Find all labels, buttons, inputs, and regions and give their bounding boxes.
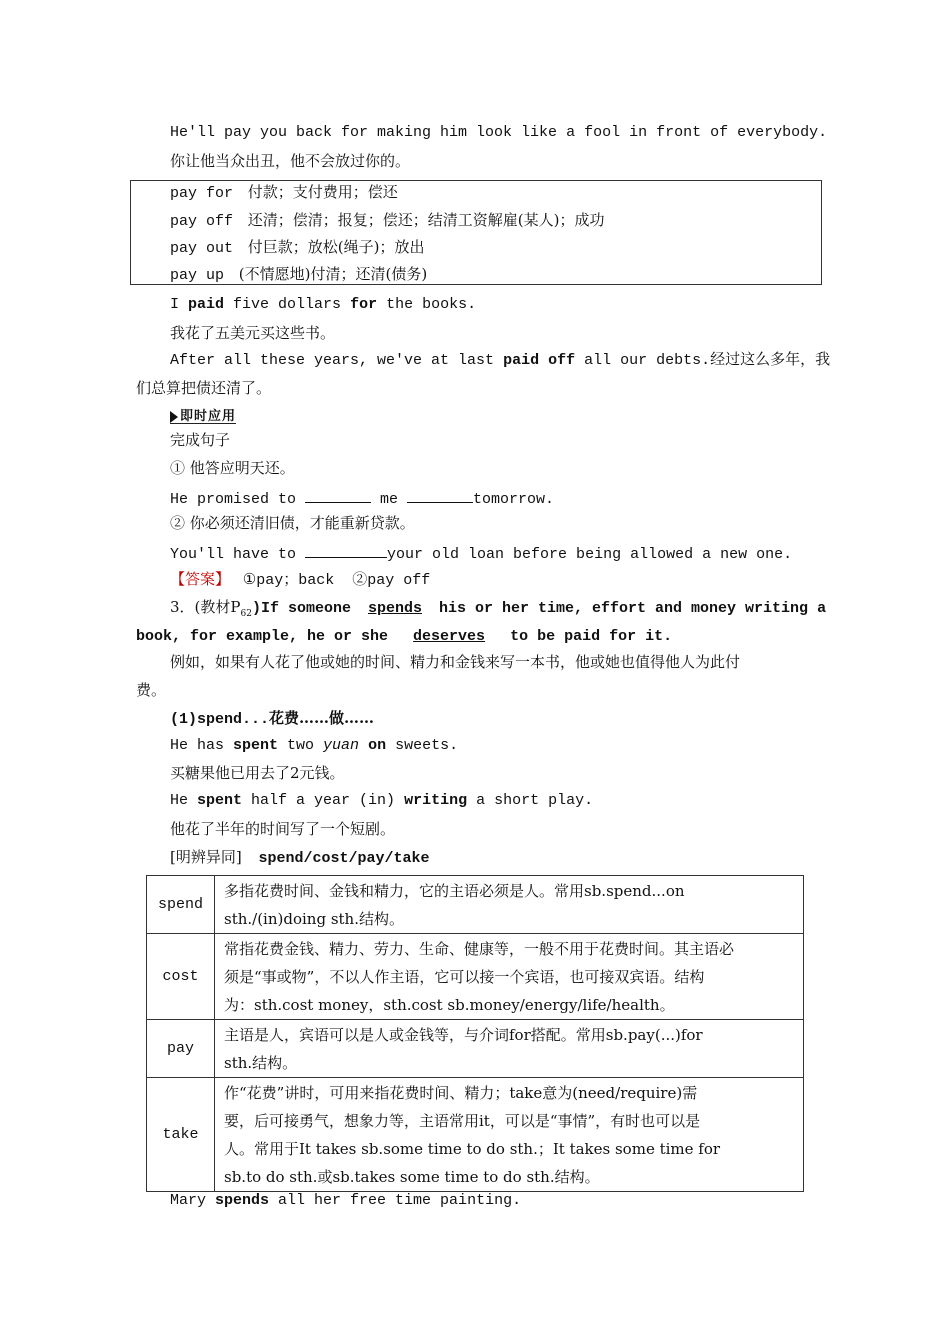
phrase: pay off: [170, 213, 234, 230]
answer-blank[interactable]: [305, 486, 371, 503]
spend-example-1: [170, 736, 458, 756]
example-1-cn: 我花了五美元买这些书。: [170, 324, 336, 342]
text: (1)spend...: [170, 711, 270, 728]
text: After all these years, we've at last: [170, 352, 504, 369]
text: yuan: [323, 737, 360, 754]
example-sentence-cn: 你让他当众出丑，他不会放过你的。: [170, 152, 411, 170]
text: two: [278, 737, 324, 754]
phrase-row: [170, 264, 427, 286]
triangle-icon: [170, 411, 178, 423]
phrase: pay up: [170, 267, 225, 284]
phrase-row: [170, 210, 605, 232]
table-desc: [215, 876, 804, 934]
item-3-line-2: [136, 625, 672, 647]
table-word: pay: [147, 1020, 215, 1078]
text: book, for example, he or she: [136, 628, 398, 645]
text: Mary: [170, 1192, 216, 1209]
phrase-box: [130, 180, 822, 285]
phrase-meaning: 付款；支付费用；偿还: [247, 183, 398, 201]
table-row: [147, 934, 804, 1020]
keyword: spent: [233, 737, 279, 754]
item-number: 3．(教材P: [170, 598, 241, 616]
desc-line: 须是“事或物”，不以人作主语，它可以接一个宾语，也可接双宾语。结构: [224, 968, 705, 986]
desc-line: sb.to do sth.或sb.takes some time to do sth.结构。: [224, 1168, 600, 1186]
phrase-row: [170, 237, 425, 259]
text: [359, 737, 368, 754]
answer-text: ①pay；back ②pay off: [242, 572, 431, 589]
text: 花费……做……: [269, 709, 375, 727]
text: spend/cost/pay/take: [258, 850, 430, 867]
question-1-cn: ① 他答应明天还。: [170, 459, 295, 477]
phrase-row: [170, 182, 398, 204]
desc-line: sth./(in)doing sth.结构。: [224, 910, 404, 928]
text: tomorrow.: [473, 491, 555, 508]
spend-heading: [170, 708, 374, 730]
text: You'll have to: [170, 546, 306, 563]
phrase: pay for: [170, 185, 234, 202]
table-row: [147, 1020, 804, 1078]
answer-blank[interactable]: [407, 486, 473, 503]
table-desc: [215, 934, 804, 1020]
desc-line: 常指花费金钱、精力、劳力、生命、健康等，一般不用于花费时间。其主语必: [224, 940, 735, 958]
text: all her free time painting.: [269, 1192, 522, 1209]
answer-line: [170, 569, 430, 591]
keyword: paid off: [503, 352, 576, 369]
text: half a year (in): [242, 792, 405, 809]
last-example: [170, 1191, 521, 1211]
phrase-meaning: 还清；偿清；报复；偿还；结清工资解雇(某人)；成功: [247, 211, 605, 229]
text: the books.: [377, 296, 477, 313]
spend-example-2-cn: 他花了半年的时间写了一个短剧。: [170, 820, 396, 838]
practice-label-text: 即时应用: [180, 409, 237, 424]
practice-label: [170, 405, 236, 424]
spend-example-1-cn: 买糖果他已用去了2元钱。: [170, 764, 345, 782]
page-subscript: 62: [240, 609, 252, 619]
text: He promised to: [170, 491, 306, 508]
table-word: take: [147, 1078, 215, 1192]
table-row: [147, 1078, 804, 1192]
desc-line: 为：sth.cost money，sth.cost sb.money/energy/life/health。: [224, 996, 675, 1014]
text: five dollars: [224, 296, 351, 313]
text: all our debts.经过这么多年，我: [575, 352, 831, 369]
desc-line: 主语是人，宾语可以是人或金钱等，与介词for搭配。常用sb.pay(...)for: [224, 1026, 703, 1044]
table-word: cost: [147, 934, 215, 1020]
keyword: for: [350, 296, 378, 313]
text: a short play.: [467, 792, 594, 809]
text: He has: [170, 737, 234, 754]
spend-example-2: [170, 791, 593, 811]
table-word: spend: [147, 876, 215, 934]
table-row: [147, 876, 804, 934]
text: your old loan before being allowed a new one.: [387, 546, 793, 563]
phrase: pay out: [170, 240, 234, 257]
keyword: writing: [404, 792, 468, 809]
text: me: [371, 491, 408, 508]
table-desc: [215, 1078, 804, 1192]
keyword: spent: [197, 792, 243, 809]
phrase-meaning: 付巨款；放松(绳子)；放出: [247, 238, 425, 256]
text: sweets.: [386, 737, 459, 754]
desc-line: 多指花费时间、金钱和精力，它的主语必须是人。常用sb.spend...on: [224, 882, 685, 900]
table-desc: [215, 1020, 804, 1078]
task-title: 完成句子: [170, 431, 231, 449]
item-3-line-1: [170, 597, 826, 624]
keyword: spends: [215, 1192, 270, 1209]
question-2-en: [170, 541, 792, 565]
text: [明辨异同]: [170, 848, 242, 866]
keyword: deserves: [413, 628, 486, 645]
text: )If someone: [251, 600, 360, 617]
keyword: spends: [367, 600, 422, 617]
answer-label: 【答案】: [170, 570, 231, 588]
question-1-en: [170, 486, 554, 510]
desc-line: 要，后可接勇气，想象力等，主语常用it，可以是“事情”，有时也可以是: [224, 1112, 701, 1130]
question-2-cn: ② 你必须还清旧债，才能重新贷款。: [170, 514, 415, 532]
comparison-table: [146, 875, 804, 1192]
item-3-cn-2: 费。: [136, 681, 167, 699]
desc-line: 人。常用于It takes sb.some time to do sth.；It takes some time for: [224, 1140, 721, 1158]
desc-line: sth.结构。: [224, 1054, 298, 1072]
example-2-en: [170, 351, 830, 371]
phrase-meaning: (不情愿地)付清；还清(债务): [238, 265, 428, 283]
answer-blank[interactable]: [305, 541, 387, 558]
item-3-cn-1: 例如，如果有人花了他或她的时间、精力和金钱来写一本书，他或她也值得他人为此付: [170, 653, 741, 671]
example-1-en: [170, 295, 476, 315]
keyword: on: [368, 737, 387, 754]
text: I: [170, 296, 189, 313]
desc-line: 作“花费”讲时，可用来指花费时间、精力；take意为(need/require)需: [224, 1084, 698, 1102]
keyword: paid: [188, 296, 225, 313]
compare-heading: [170, 847, 430, 869]
text: He: [170, 792, 198, 809]
example-2-cont: 们总算把债还清了。: [136, 379, 272, 397]
example-sentence-en: He'll pay you back for making him look like a fool in front of everybody.: [170, 124, 828, 141]
text: his or her time, effort and money writing a: [430, 600, 827, 617]
text: to be paid for it.: [501, 628, 673, 645]
